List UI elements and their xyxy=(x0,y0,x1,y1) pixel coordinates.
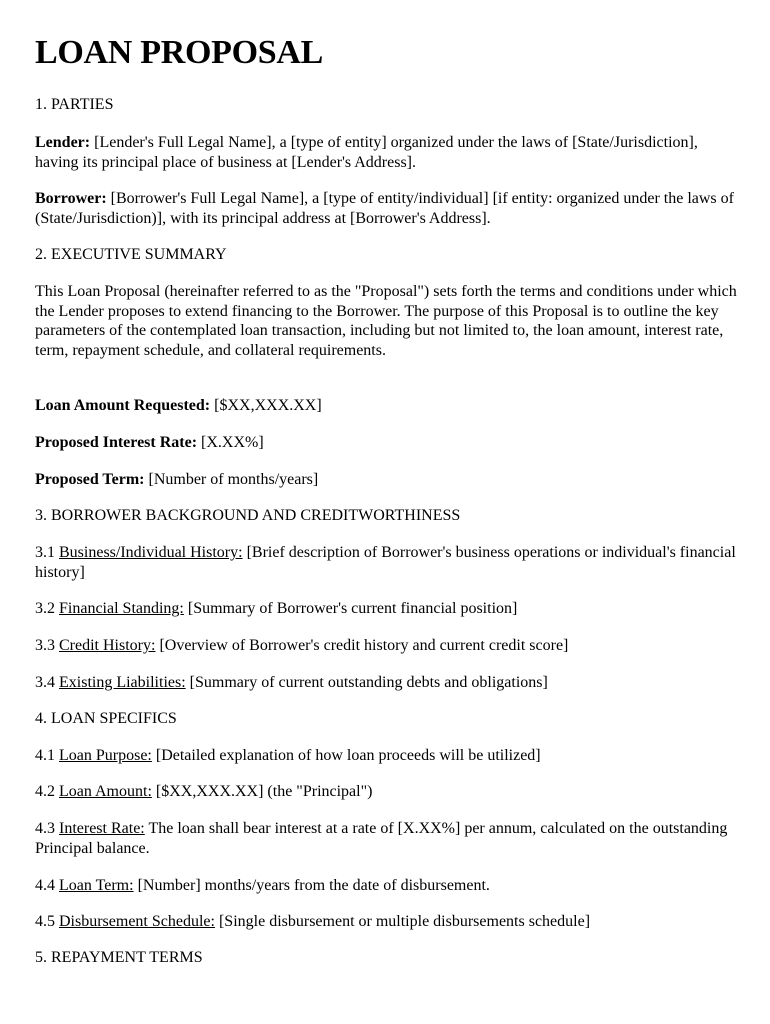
item-text: [$XX,XXX.XX] (the "Principal") xyxy=(151,783,373,800)
specifics-item-4-2 xyxy=(35,782,740,802)
specifics-item-4-4 xyxy=(35,876,740,896)
summary-paragraph: This Loan Proposal (hereinafter referred to as the "Proposal") sets forth the terms and conditions under which the Lender proposes to extend financing to the Borrower. The purpose of this Proposal is to outline the key parameters of the contemplated loan transaction, including but not limited to, the loan amount, interest rate, term, repayment schedule, and collateral requirements. xyxy=(35,283,737,359)
item-label: Loan Purpose: xyxy=(59,747,152,764)
item-number: 4.2 xyxy=(35,783,59,800)
item-label: Credit History: xyxy=(59,637,156,654)
item-number: 4.1 xyxy=(35,747,59,764)
item-text: [Brief description of Borrower's business operations or individual's financial history] xyxy=(35,544,736,581)
background-item-3-4 xyxy=(35,673,740,693)
loan-amount-requested-line xyxy=(35,396,740,416)
proposed-interest-rate-line xyxy=(35,433,740,453)
proposed-term-line xyxy=(35,470,740,490)
item-number: 4.4 xyxy=(35,877,59,894)
section-heading-specifics: 4. LOAN SPECIFICS xyxy=(35,710,177,727)
item-label: Business/Individual History: xyxy=(59,544,243,561)
specifics-item-4-1 xyxy=(35,746,740,766)
proposed-term-value: [Number of months/years] xyxy=(144,471,319,488)
item-label: Loan Amount: xyxy=(59,783,152,800)
proposed-interest-rate-value: [X.XX%] xyxy=(197,434,264,451)
item-label: Interest Rate: xyxy=(59,820,145,837)
borrower-paragraph xyxy=(35,189,740,228)
section-heading-summary: 2. EXECUTIVE SUMMARY xyxy=(35,246,227,263)
borrower-label: Borrower: xyxy=(35,190,107,207)
proposed-interest-rate-label: Proposed Interest Rate: xyxy=(35,434,198,451)
item-text: [Summary of Borrower's current financial position] xyxy=(183,600,518,617)
background-item-3-2 xyxy=(35,599,740,619)
item-text: [Detailed explanation of how loan proceeds will be utilized] xyxy=(151,747,541,764)
item-number: 3.4 xyxy=(35,674,59,691)
item-number: 4.3 xyxy=(35,820,59,837)
specifics-item-4-5 xyxy=(35,912,740,932)
item-text: The loan shall bear interest at a rate of [X.XX%] per annum, calculated on the outstanding Principal balance. xyxy=(35,820,728,857)
lender-text: [Lender's Full Legal Name], a [type of entity] organized under the laws of [State/Jurisdiction], having its principal place of business at [Lender's Address]. xyxy=(35,134,698,171)
background-item-3-1 xyxy=(35,543,740,582)
item-text: [Single disbursement or multiple disbursements schedule] xyxy=(214,913,591,930)
document-title: LOAN PROPOSAL xyxy=(35,34,323,71)
section-heading-background: 3. BORROWER BACKGROUND AND CREDITWORTHINESS xyxy=(35,507,461,524)
item-number: 3.3 xyxy=(35,637,59,654)
item-text: [Overview of Borrower's credit history and current credit score] xyxy=(155,637,569,654)
item-label: Existing Liabilities: xyxy=(59,674,186,691)
item-text: [Number] months/years from the date of disbursement. xyxy=(133,877,490,894)
background-item-3-3 xyxy=(35,636,740,656)
specifics-item-4-3 xyxy=(35,819,740,858)
section-heading-parties: 1. PARTIES xyxy=(35,96,114,113)
lender-paragraph xyxy=(35,133,740,172)
lender-label: Lender: xyxy=(35,134,91,151)
item-label: Disbursement Schedule: xyxy=(59,913,215,930)
loan-amount-requested-value: [$XX,XXX.XX] xyxy=(210,397,322,414)
proposed-term-label: Proposed Term: xyxy=(35,471,145,488)
item-label: Financial Standing: xyxy=(59,600,184,617)
item-text: [Summary of current outstanding debts and obligations] xyxy=(185,674,548,691)
section-heading-repayment: 5. REPAYMENT TERMS xyxy=(35,949,203,966)
borrower-text: [Borrower's Full Legal Name], a [type of entity/individual] [if entity: organized under the laws of (State/Jurisdiction)], with its principal address at [Borrower's Address]. xyxy=(35,190,734,227)
item-number: 4.5 xyxy=(35,913,59,930)
loan-amount-requested-label: Loan Amount Requested: xyxy=(35,397,211,414)
item-number: 3.2 xyxy=(35,600,59,617)
item-label: Loan Term: xyxy=(59,877,134,894)
item-number: 3.1 xyxy=(35,544,59,561)
